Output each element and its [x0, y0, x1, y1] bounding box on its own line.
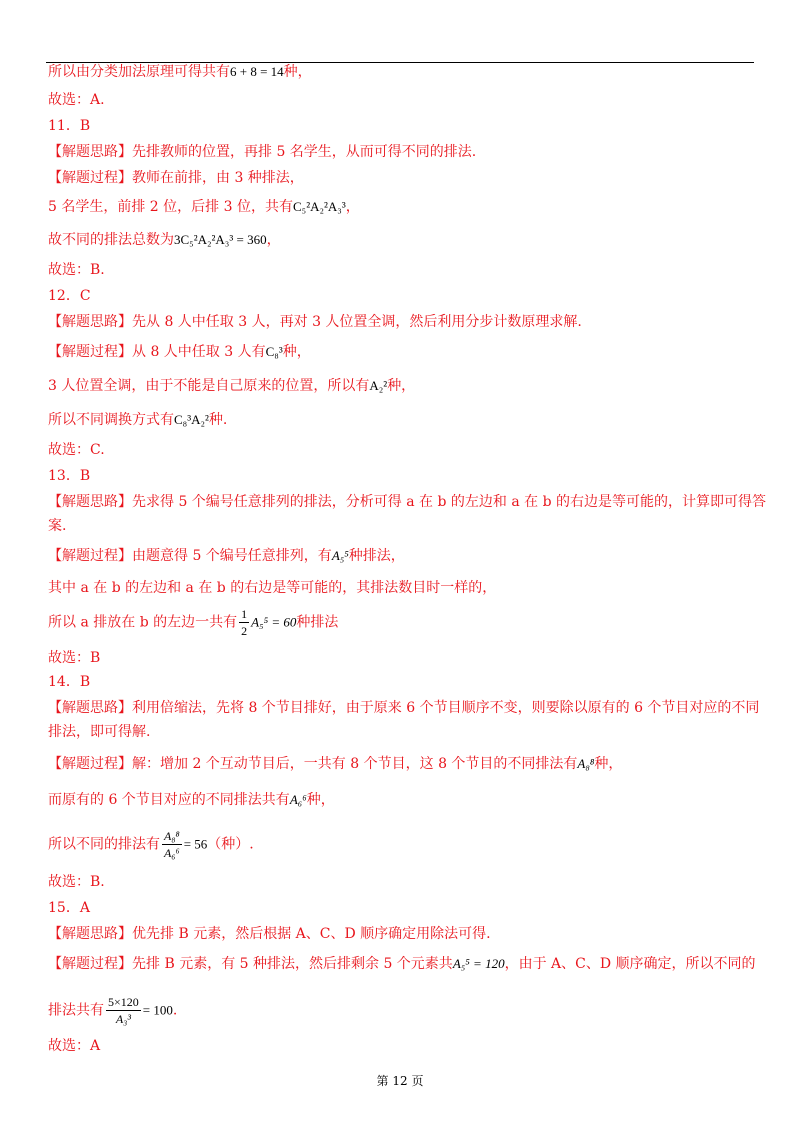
- q13-process-2: [48, 578, 496, 598]
- text: 故不同的排法总数为: [48, 232, 174, 248]
- text: ，: [345, 199, 360, 215]
- text: 故选：B: [48, 650, 101, 666]
- denominator: A₆⁶: [164, 846, 180, 860]
- q15-process: [48, 954, 756, 974]
- process-tag: 【解题过程】: [48, 344, 132, 360]
- denominator: A₃³: [115, 1012, 131, 1026]
- line-q10-conclusion: [48, 62, 312, 82]
- q13-answer: [48, 648, 100, 668]
- line-q10-answer: [48, 90, 105, 110]
- text: 种排法: [296, 614, 339, 631]
- text: 12．C: [48, 288, 91, 304]
- text: 种，: [387, 378, 416, 394]
- text: ，由于 A、C、D 顺序确定，所以不同的: [504, 956, 756, 972]
- q12-process-3: [48, 410, 227, 430]
- text: 故选：A: [48, 1038, 101, 1054]
- math: 3C₅²A₂²A₃³ = 360: [174, 232, 267, 247]
- text: 案.: [48, 518, 67, 534]
- text: 从 8 人中任取 3 人有: [132, 344, 266, 360]
- text: 而原有的 6 个节目对应的不同排法共有: [48, 792, 290, 808]
- q13-process-3: [48, 606, 338, 639]
- text: 15．A: [48, 900, 90, 916]
- text: 种，: [283, 64, 312, 80]
- q11-heading: [48, 116, 90, 136]
- text: 所以不同的排法有: [48, 836, 160, 853]
- math: A₅⁵: [331, 548, 349, 563]
- fraction: [239, 606, 249, 639]
- text: 种.: [208, 412, 228, 428]
- math: = 56: [183, 836, 208, 852]
- numerator: A₈⁸: [164, 829, 180, 843]
- q13-idea-2: [48, 516, 66, 536]
- q14-heading: [48, 672, 90, 692]
- math: A₈⁸: [577, 756, 595, 771]
- q11-process-3: [48, 230, 281, 250]
- q12-heading: [48, 286, 91, 306]
- text: 种排法，: [348, 548, 405, 564]
- process-tag: 【解题过程】: [48, 956, 132, 972]
- math: = 100: [142, 1002, 173, 1018]
- math: C₅²A₂²A₃³: [292, 199, 346, 214]
- text: 种，: [306, 792, 335, 808]
- q11-process-2: [48, 197, 360, 217]
- page-number: 第 12 页: [376, 1074, 424, 1088]
- q15-idea: [48, 924, 491, 944]
- text: 先从 8 人中任取 3 人，再对 3 人位置全调，然后利用分步计数原理求解.: [132, 314, 582, 330]
- fraction: [162, 828, 182, 861]
- text: ，: [266, 232, 281, 248]
- idea-tag: 【解题思路】: [48, 494, 132, 510]
- text: 故选：A.: [48, 92, 105, 108]
- text: .: [172, 1002, 178, 1019]
- q14-answer: [48, 872, 105, 892]
- text: 由题意得 5 个编号任意排列，有: [132, 548, 332, 564]
- q14-process-2: [48, 790, 335, 810]
- text: 5 名学生，前排 2 位，后排 3 位，共有: [48, 199, 293, 215]
- text: 种，: [594, 756, 623, 772]
- text: （种）.: [207, 836, 254, 853]
- text: 种，: [282, 344, 311, 360]
- q11-answer: [48, 260, 105, 280]
- denominator: 2: [241, 624, 248, 638]
- text: 解：增加 2 个互动节目后，一共有 8 个节目，这 8 个节目的不同排法有: [132, 756, 578, 772]
- q13-heading: [48, 466, 90, 486]
- text: 3 人位置全调，由于不能是自己原来的位置，所以有: [48, 378, 370, 394]
- q14-idea-2: [48, 722, 150, 742]
- text: 先求得 5 个编号任意排列的排法，分析可得 a 在 b 的左边和 a 在 b 的右边是等可能的，计算即可得答: [132, 494, 767, 510]
- idea-tag: 【解题思路】: [48, 314, 132, 330]
- text: 13．B: [48, 468, 91, 484]
- q12-answer: [48, 440, 105, 460]
- math: A₅⁵ = 120: [452, 956, 505, 971]
- idea-tag: 【解题思路】: [48, 926, 132, 942]
- math: A₂²: [369, 378, 388, 393]
- q13-process: [48, 546, 405, 566]
- fraction: [106, 994, 141, 1027]
- process-tag: 【解题过程】: [48, 170, 132, 186]
- math: A₆⁶: [289, 792, 307, 807]
- q12-process-2: [48, 376, 415, 396]
- math: C₈³: [265, 344, 283, 359]
- idea-tag: 【解题思路】: [48, 700, 132, 716]
- q11-idea: [48, 142, 476, 162]
- text: 故选：B.: [48, 874, 105, 890]
- text: 故选：C.: [48, 442, 105, 458]
- text: 先排 B 元素，有 5 种排法，然后排剩余 5 个元素共: [132, 956, 453, 972]
- q13-idea: [48, 492, 766, 512]
- text: 先排教师的位置，再排 5 名学生，从而可得不同的排法.: [132, 144, 477, 160]
- process-tag: 【解题过程】: [48, 756, 132, 772]
- q15-heading: [48, 898, 90, 918]
- q14-process: [48, 754, 622, 774]
- text: 14．B: [48, 674, 91, 690]
- math: A₅⁵ = 60: [251, 614, 297, 630]
- process-tag: 【解题过程】: [48, 548, 132, 564]
- text: 故选：B.: [48, 262, 105, 278]
- text: 教师在前排，由 3 种排法，: [132, 170, 304, 186]
- text: 优先排 B 元素，然后根据 A、C、D 顺序确定用除法可得.: [132, 926, 491, 942]
- q14-idea: [48, 698, 759, 718]
- text: 所以不同调换方式有: [48, 412, 174, 428]
- numerator: 5×120: [108, 995, 139, 1009]
- text: 排法共有: [48, 1002, 104, 1019]
- q14-process-3: [48, 828, 254, 861]
- q12-idea: [48, 312, 582, 332]
- text: 所以 a 排放在 b 的左边一共有: [48, 614, 238, 631]
- idea-tag: 【解题思路】: [48, 144, 132, 160]
- text: 利用倍缩法，先将 8 个节目排好，由于原来 6 个节目顺序不变，则要除以原有的 6 个节目对应的不同: [132, 700, 760, 716]
- text: 11．B: [48, 118, 91, 134]
- q12-process: [48, 342, 311, 362]
- math: 6 + 8 = 14: [230, 64, 284, 79]
- text: 其中 a 在 b 的左边和 a 在 b 的右边是等可能的，其排法数目时一样的，: [48, 580, 497, 596]
- q15-process-2: [48, 994, 177, 1027]
- text: 所以由分类加法原理可得共有: [48, 64, 230, 80]
- q15-answer: [48, 1036, 100, 1056]
- math: C₈³A₂²: [174, 412, 209, 427]
- text: 排法，即可得解.: [48, 724, 151, 740]
- q11-process: [48, 168, 304, 188]
- numerator: 1: [241, 607, 248, 621]
